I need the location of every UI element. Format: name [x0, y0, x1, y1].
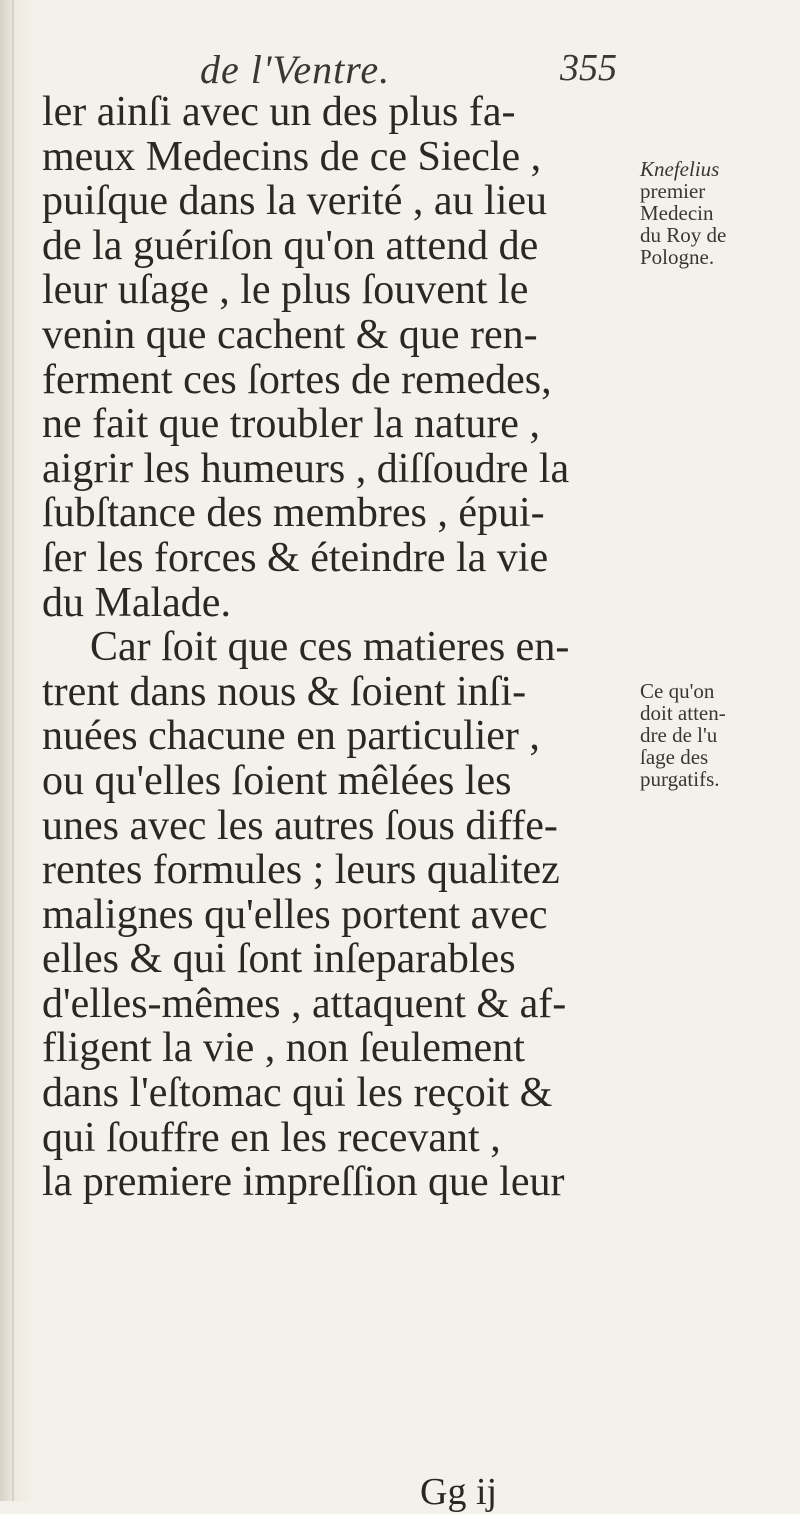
text-line: unes avec les autres ſous diffe-: [42, 802, 558, 849]
text-line: la premiere impreſſion que leur: [42, 1159, 565, 1206]
marginal-note-line: ſage des: [640, 745, 709, 769]
marginal-note-line: Medecin: [640, 201, 714, 225]
text-line: ou qu'elles ſoient mêlées les: [42, 757, 512, 804]
marginal-note-line: Ce qu'on: [640, 679, 715, 703]
marginal-note-purgatifs: [640, 680, 790, 790]
text-line: aigrir les humeurs , diſſoudre la: [42, 445, 570, 492]
text-line: malignes qu'elles portent avec: [42, 891, 548, 938]
marginal-note-knefelius: [640, 158, 790, 268]
signature-mark: Gg ij: [420, 1471, 498, 1513]
text-line: d'elles-mêmes , attaquent & af-: [42, 980, 567, 1027]
text-line: puiſque dans la verité , au lieu: [42, 178, 548, 225]
marginal-note-line: dre de l'u: [640, 723, 718, 747]
text-line: nuées chacune en particulier ,: [42, 713, 540, 760]
marginal-note-line: doit atten-: [640, 701, 726, 725]
text-line: de la guériſon qu'on attend de: [42, 222, 539, 269]
text-line: fligent la vie , non ſeulement: [42, 1025, 525, 1072]
marginal-note-line: du Roy de: [640, 223, 727, 247]
text-line: meux Medecins de ce Siecle ,: [42, 133, 542, 180]
text-line: trent dans nous & ſoient inſi-: [42, 668, 527, 715]
text-line: dans l'eſtomac qui les reçoit &: [42, 1070, 553, 1117]
marginal-note-line: Pologne.: [640, 245, 715, 269]
page-gutter-shadow: [12, 0, 14, 1501]
text-line: venin que cachent & que ren-: [42, 311, 538, 358]
body-text: [42, 90, 622, 1205]
text-line: ſer les forces & éteindre la vie: [42, 534, 549, 581]
text-line: ſubſtance des membres , épui-: [42, 490, 545, 537]
text-line: elles & qui ſont inſeparables: [42, 936, 516, 983]
text-line: du Malade.: [42, 579, 231, 626]
text-line: rentes formules ; leurs qualitez: [42, 847, 560, 894]
text-line: leur uſage , le plus ſouvent le: [42, 267, 529, 314]
text-line: ferment ces ſortes de remedes,: [42, 356, 552, 403]
running-head-title: de l'Ventre.: [200, 47, 391, 92]
page-number: 355: [560, 47, 617, 89]
text-line: ne fait que troubler la nature ,: [42, 401, 540, 448]
text-line: ler ainſi avec un des plus fa-: [42, 89, 516, 135]
paragraph-start-line: Car ſoit que ces matieres en-: [90, 624, 570, 671]
marginal-note-line: premier: [640, 179, 706, 203]
marginal-note-line: Knefelius: [640, 157, 720, 181]
text-line: qui ſouffre en les recevant ,: [42, 1114, 501, 1161]
marginal-note-line: purgatifs.: [640, 767, 720, 791]
